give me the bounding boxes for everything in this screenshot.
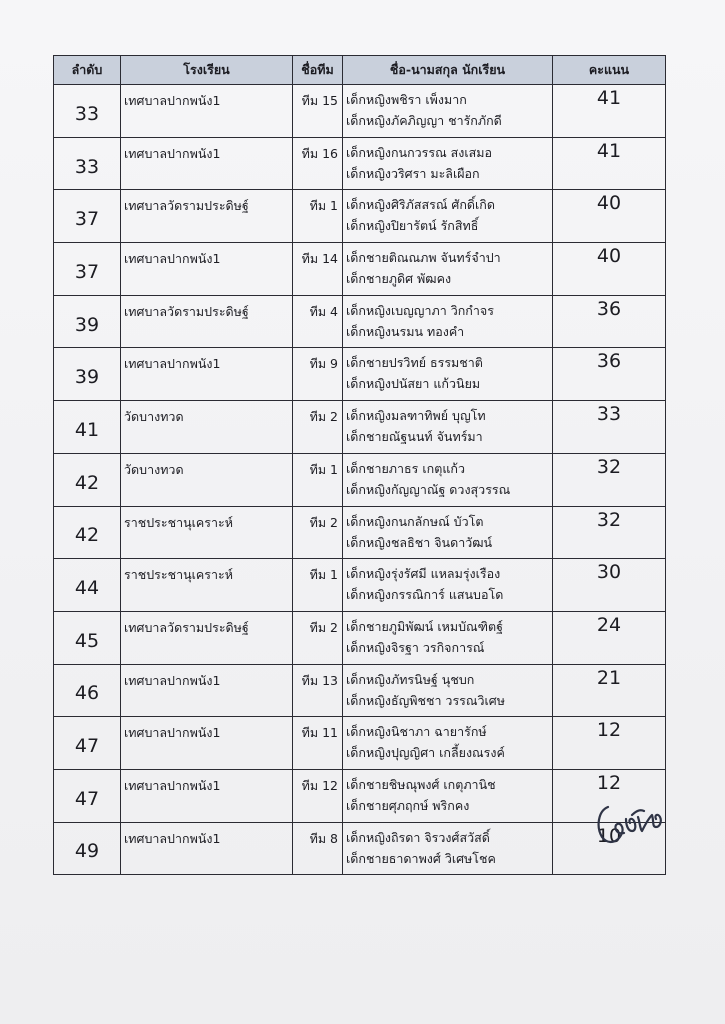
student-name: เด็กชายติณณภพ จันทร์จำปา <box>346 250 501 266</box>
team-cell: ทีม 9 <box>293 348 343 401</box>
student-name: เด็กหญิงภัคภิญญา ชารักภักดี <box>346 113 502 128</box>
student-name: เด็กชายศุภฤกษ์ พริกคง <box>346 797 470 813</box>
school-cell: เทศบาลปากพนัง1 <box>121 664 293 717</box>
team-cell: ทีม 1 <box>293 559 343 612</box>
header-rank: ลำดับ <box>54 56 121 85</box>
student-name: เด็กชายณัฐนนท์ จันทร์มา <box>346 429 483 445</box>
score-cell: 41 <box>553 137 666 190</box>
student-name: เด็กหญิงศิริภัสสรณ์ ศักดิ์เกิด <box>346 197 495 213</box>
school-cell: ราชประชานุเคราะห์ <box>121 506 293 559</box>
rank-cell: 45 <box>54 611 121 664</box>
team-cell: ทีม 1 <box>293 453 343 506</box>
table-row <box>54 295 666 348</box>
student-names-cell <box>343 769 553 822</box>
rank-cell: 42 <box>54 453 121 506</box>
table-row <box>54 190 666 243</box>
student-names-cell <box>343 190 553 243</box>
student-name: เด็กหญิงกรรณิการ์ แสนบอโด <box>346 587 504 603</box>
rank-cell: 41 <box>54 401 121 454</box>
student-names-cell <box>343 506 553 559</box>
table-row <box>54 717 666 770</box>
team-cell: ทีม 2 <box>293 506 343 559</box>
rank-cell: 49 <box>54 822 121 875</box>
student-name: เด็กหญิงจิรฐา วรกิจการณ์ <box>346 639 485 655</box>
rank-cell: 33 <box>54 85 121 138</box>
student-names-cell <box>343 137 553 190</box>
student-names-cell <box>343 295 553 348</box>
signature-icon <box>592 793 674 849</box>
school-cell: เทศบาลปากพนัง1 <box>121 769 293 822</box>
school-cell: ราชประชานุเคราะห์ <box>121 559 293 612</box>
school-cell: เทศบาลปากพนัง1 <box>121 348 293 401</box>
student-name: เด็กหญิงนรมน ทองคำ <box>346 323 465 339</box>
student-names-cell <box>343 401 553 454</box>
student-name: เด็กหญิงกนกวรรณ สงเสมอ <box>346 144 493 160</box>
table-row <box>54 506 666 559</box>
team-cell: ทีม 13 <box>293 664 343 717</box>
team-cell: ทีม 1 <box>293 190 343 243</box>
student-name: เด็กชายภูดิศ พัฒคง <box>346 271 452 287</box>
school-cell: เทศบาลปากพนัง1 <box>121 243 293 296</box>
student-name: เด็กชายปรวิทย์ ธรรมชาติ <box>346 355 483 371</box>
table-row <box>54 822 666 875</box>
student-name: เด็กหญิงปิยารัตน์ รักสิทธิ์ <box>346 218 479 234</box>
score-cell: 12 <box>553 717 666 770</box>
rank-cell: 37 <box>54 243 121 296</box>
student-names-cell <box>343 664 553 717</box>
table-row <box>54 348 666 401</box>
header-score: คะแนน <box>553 56 666 85</box>
rank-cell: 37 <box>54 190 121 243</box>
table-row <box>54 769 666 822</box>
student-name: เด็กหญิงปนัสยา แก้วนิยม <box>346 376 481 392</box>
table-row <box>54 559 666 612</box>
rank-cell: 42 <box>54 506 121 559</box>
school-cell: วัดบางทวด <box>121 453 293 506</box>
student-name: เด็กชายภาธร เกตุแก้ว <box>346 460 465 476</box>
student-names-cell <box>343 453 553 506</box>
rank-cell: 39 <box>54 348 121 401</box>
student-name: เด็กหญิงมลฑาทิพย์ บุญโท <box>346 408 486 424</box>
score-cell: 40 <box>553 190 666 243</box>
student-name: เด็กหญิงปุญญิศา เกลี้ยงณรงค์ <box>346 745 505 761</box>
school-cell: เทศบาลวัดรามประดิษฐ์ <box>121 190 293 243</box>
table-row <box>54 664 666 717</box>
score-cell: 10 <box>553 822 666 875</box>
team-cell: ทีม 12 <box>293 769 343 822</box>
student-name: เด็กหญิงนิชาภา ฉายารักษ์ <box>346 724 487 740</box>
student-name: เด็กหญิงชลธิชา จินดาวัฒน์ <box>346 534 493 550</box>
score-cell: 40 <box>553 243 666 296</box>
table-row <box>54 611 666 664</box>
score-cell: 33 <box>553 401 666 454</box>
student-name: เด็กหญิงภัทรนิษฐ์ นุชบก <box>346 671 475 687</box>
student-name: เด็กหญิงวริศรา มะลิเผือก <box>346 165 480 181</box>
header-student-names: ชื่อ-นามสกุล นักเรียน <box>343 56 553 85</box>
team-cell: ทีม 11 <box>293 717 343 770</box>
team-cell: ทีม 15 <box>293 85 343 138</box>
rank-cell: 39 <box>54 295 121 348</box>
student-name: เด็กชายชิษณุพงศ์ เกตุภานิช <box>346 776 496 792</box>
rank-cell: 33 <box>54 137 121 190</box>
school-cell: วัดบางทวด <box>121 401 293 454</box>
score-cell: 36 <box>553 295 666 348</box>
team-cell: ทีม 2 <box>293 401 343 454</box>
score-cell: 21 <box>553 664 666 717</box>
table-row <box>54 453 666 506</box>
student-names-cell <box>343 348 553 401</box>
score-cell: 30 <box>553 559 666 612</box>
student-name: เด็กชายภูมิพัฒน์ เหมบัณฑิตฐ์ <box>346 618 503 634</box>
student-names-cell <box>343 243 553 296</box>
team-cell: ทีม 16 <box>293 137 343 190</box>
student-name: เด็กหญิงเบญญาภา วิกกำจร <box>346 302 494 318</box>
table-row <box>54 401 666 454</box>
school-cell: เทศบาลปากพนัง1 <box>121 85 293 138</box>
table-row <box>54 243 666 296</box>
rank-cell: 44 <box>54 559 121 612</box>
student-name: เด็กหญิงพชิรา เพ็งมาก <box>346 92 467 107</box>
student-names-cell <box>343 611 553 664</box>
header-school: โรงเรียน <box>121 56 293 85</box>
rank-cell: 47 <box>54 717 121 770</box>
results-table <box>53 55 666 875</box>
table-row <box>54 137 666 190</box>
score-cell: 24 <box>553 611 666 664</box>
student-names-cell <box>343 85 553 138</box>
student-name: เด็กหญิงกนกลักษณ์ บัวโต <box>346 513 484 529</box>
student-names-cell <box>343 559 553 612</box>
team-cell: ทีม 14 <box>293 243 343 296</box>
rank-cell: 47 <box>54 769 121 822</box>
student-name: เด็กชายธาดาพงศ์ วิเศษโชค <box>346 850 496 866</box>
header-team: ชื่อทีม <box>293 56 343 85</box>
team-cell: ทีม 8 <box>293 822 343 875</box>
rank-cell: 46 <box>54 664 121 717</box>
table-header-row <box>54 56 666 85</box>
student-name: เด็กหญิงกัญญาณัฐ ดวงสุวรรณ <box>346 481 511 497</box>
score-cell: 36 <box>553 348 666 401</box>
school-cell: เทศบาลปากพนัง1 <box>121 822 293 875</box>
table-row <box>54 85 666 138</box>
student-name: เด็กหญิงรุ่งรัศมี แหลมรุ่งเรือง <box>346 566 501 582</box>
score-cell: 32 <box>553 506 666 559</box>
school-cell: เทศบาลวัดรามประดิษฐ์ <box>121 611 293 664</box>
score-cell: 41 <box>553 85 666 138</box>
table-body <box>54 85 666 875</box>
school-cell: เทศบาลวัดรามประดิษฐ์ <box>121 295 293 348</box>
score-cell: 32 <box>553 453 666 506</box>
team-cell: ทีม 4 <box>293 295 343 348</box>
school-cell: เทศบาลปากพนัง1 <box>121 137 293 190</box>
school-cell: เทศบาลปากพนัง1 <box>121 717 293 770</box>
student-names-cell <box>343 822 553 875</box>
team-cell: ทีม 2 <box>293 611 343 664</box>
student-names-cell <box>343 717 553 770</box>
score-cell: 12 <box>553 769 666 822</box>
student-name: เด็กหญิงถิรดา จิรวงศ์สวัสดิ์ <box>346 829 490 845</box>
student-name: เด็กหญิงธัญพิชชา วรรณวิเศษ <box>346 692 505 708</box>
